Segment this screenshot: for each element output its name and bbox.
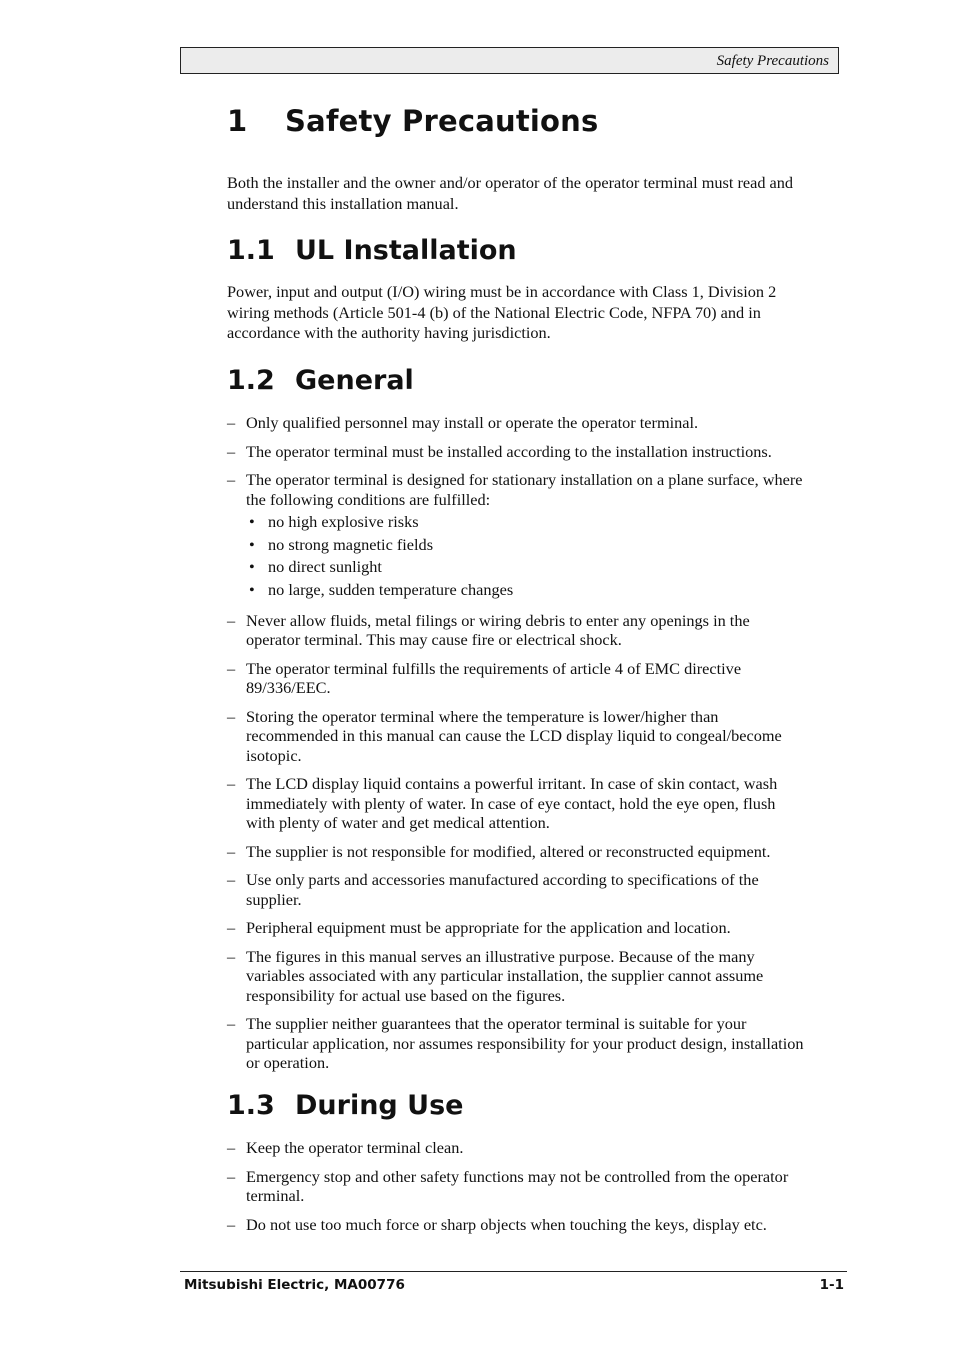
- list-item-text: Emergency stop and other safety functions may not be controlled from the operator terminal.: [246, 1166, 789, 1205]
- footer-document-id: Mitsubishi Electric, MA00776: [184, 1277, 405, 1293]
- list-item: [227, 659, 807, 698]
- dash-marker: –: [227, 918, 236, 938]
- ul-installation-text: Power, input and output (I/O) wiring must be in accordance with Class 1, Division 2 wiring methods (Article 501-4 (b) of the National Electric Code, NFPA 70) and in accordance with the authority having jurisdiction.: [227, 282, 777, 342]
- dash-marker: –: [227, 441, 236, 461]
- condition-item: [246, 579, 807, 602]
- list-item-text: The LCD display liquid contains a powerful irritant. In case of skin contact, wash immediately with plenty of water. In case of eye contact, hold the eye open, flush with plenty of water and get medical attention.: [246, 774, 778, 833]
- running-header: [180, 47, 839, 74]
- condition-text: no strong magnetic fields: [268, 534, 434, 554]
- list-item: [227, 611, 807, 650]
- section-heading-ul-installation: [227, 235, 517, 266]
- list-item-text: Only qualified personnel may install or operate the operator terminal.: [246, 413, 699, 432]
- running-header-title: Safety Precautions: [716, 53, 829, 69]
- dash-marker: –: [227, 610, 236, 630]
- condition-text: no direct sunlight: [268, 557, 382, 577]
- list-item-text: Peripheral equipment must be appropriate for the application and location.: [246, 918, 731, 938]
- dash-marker: –: [227, 1214, 236, 1234]
- bullet-marker: •: [249, 580, 255, 600]
- section-heading-general: [227, 365, 414, 396]
- dash-marker: –: [227, 706, 236, 726]
- bullet-marker: •: [249, 512, 255, 531]
- list-item-text: The operator terminal is designed for stationary installation on a plane surface, where the following conditions are fulfilled:: [246, 470, 803, 509]
- dash-marker: –: [227, 470, 236, 489]
- chapter-heading: [227, 104, 598, 138]
- dash-marker: –: [227, 946, 236, 966]
- dash-marker: –: [227, 1166, 236, 1186]
- list-item: [227, 1014, 807, 1073]
- list-item: [227, 947, 807, 1006]
- dash-marker: –: [227, 774, 236, 794]
- section-heading-during-use: [227, 1090, 463, 1121]
- section-title: UL Installation: [295, 235, 517, 266]
- list-item-text: Do not use too much force or sharp objects when touching the keys, display etc.: [246, 1214, 767, 1234]
- chapter-number: 1: [227, 104, 248, 138]
- list-item-text: The supplier neither guarantees that the operator terminal is suitable for your particular application, nor assumes responsibility for your product design, installation or operation.: [246, 1014, 804, 1073]
- during-use-list: [227, 1138, 807, 1243]
- list-item-text: Never allow fluids, metal filings or wiring debris to enter any openings in the operator terminal. This may cause fire or electrical shock.: [246, 610, 750, 650]
- list-item: [227, 918, 807, 938]
- list-item-text: Storing the operator terminal where the temperature is lower/higher than recommended in this manual can cause the LCD display liquid to congeal/become isotopic.: [246, 706, 782, 765]
- dash-marker: –: [227, 1138, 236, 1157]
- list-item-text: Keep the operator terminal clean.: [246, 1138, 464, 1157]
- footer-page-number: 1-1: [819, 1277, 844, 1293]
- list-item-text: The operator terminal must be installed according to the installation instructions.: [246, 441, 772, 461]
- general-list: [227, 413, 807, 1082]
- condition-text: no high explosive risks: [268, 512, 419, 531]
- list-item: [227, 870, 807, 909]
- bullet-marker: •: [249, 534, 255, 554]
- dash-marker: –: [227, 841, 236, 861]
- list-item: [227, 842, 807, 862]
- list-item-text: The supplier is not responsible for modified, altered or reconstructed equipment.: [246, 841, 771, 861]
- condition-text: no large, sudden temperature changes: [268, 580, 514, 600]
- list-item: [227, 470, 807, 602]
- chapter-title: Safety Precautions: [285, 104, 599, 138]
- list-item: [227, 1215, 807, 1235]
- footer-divider: [180, 1271, 847, 1272]
- list-item-text: Use only parts and accessories manufactured according to specifications of the supplier.: [246, 870, 759, 909]
- condition-item: [246, 534, 807, 557]
- list-item: [227, 1167, 807, 1206]
- bullet-marker: •: [249, 557, 255, 577]
- section-title: General: [295, 365, 414, 396]
- section-title: During Use: [295, 1090, 464, 1121]
- list-item-text: The figures in this manual serves an illustrative purpose. Because of the many variables associated with any particular installation, the supplier cannot assume responsibility for actual use based on the figures.: [246, 946, 764, 1005]
- list-item: [227, 774, 807, 833]
- list-item-text: The operator terminal fulfills the requirements of article 4 of EMC directive 89/336/EEC.: [246, 658, 742, 698]
- dash-marker: –: [227, 658, 236, 678]
- dash-marker: –: [227, 1014, 236, 1034]
- dash-marker: –: [227, 870, 236, 890]
- list-item: [227, 413, 807, 433]
- list-item: [227, 1138, 807, 1158]
- section-number: 1.3: [227, 1090, 275, 1121]
- dash-marker: –: [227, 413, 236, 432]
- list-item: [227, 707, 807, 766]
- section-number: 1.2: [227, 365, 275, 396]
- section-number: 1.1: [227, 235, 275, 266]
- list-item: [227, 442, 807, 462]
- condition-item: [246, 556, 807, 579]
- chapter-intro: Both the installer and the owner and/or operator of the operator terminal must read and understand this installation manual.: [227, 173, 794, 213]
- condition-item: [246, 511, 807, 534]
- conditions-list: [246, 511, 807, 602]
